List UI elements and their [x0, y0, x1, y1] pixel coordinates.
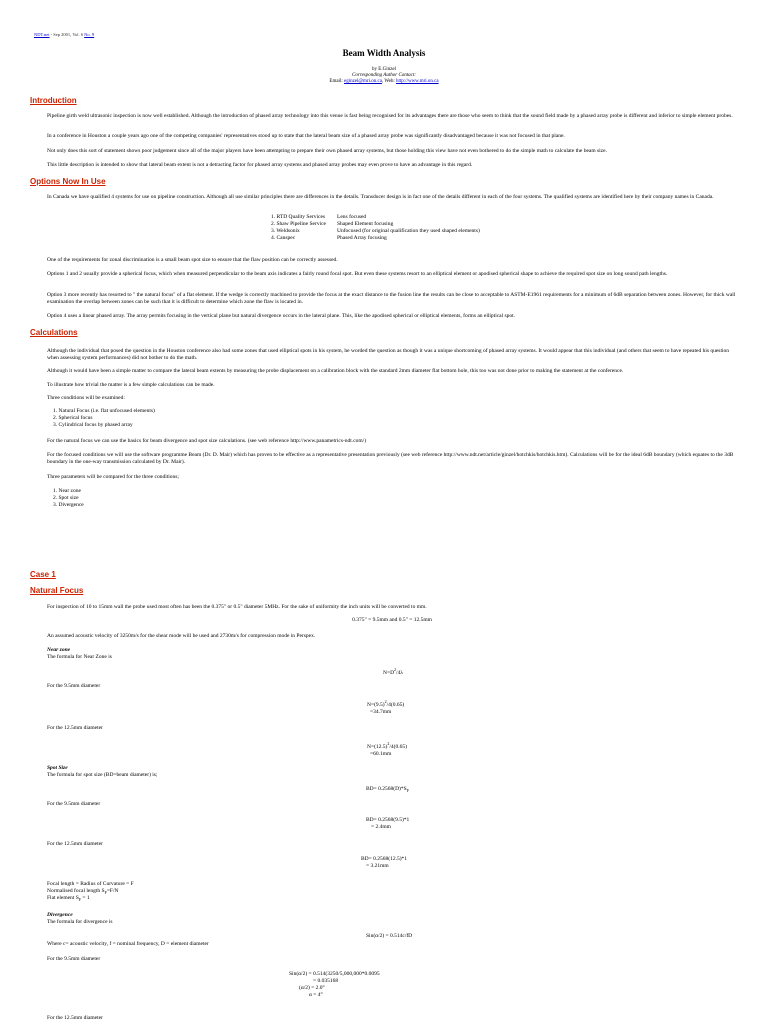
calc-paragraph-6: For the focused conditions we will use the software programme Beam (Dr. D. Mair) which has proven to be effective as a representative presentation previously (see web reference http://www.ndt.net/article/ginzel/hotchkis/hotchkis.htm). Calculations will be for the ideal 6dB boundary (which equates to the 3dB boundary in the one-way transmission calculated by Dr. Mair). [47, 452, 734, 465]
label-12-5mm: For the 12.5mm diameter [47, 841, 103, 847]
intro-paragraph-4: This little description is intended to show that lateral beam extent is not a detracting factor for phased array systems and phased array probes may even prove to have an advantage in this regard. [47, 162, 473, 168]
system-item: 3. Weldsonix Unfocused (for original qualification they used shaped elements) [271, 227, 480, 234]
calc-paragraph-3: To illustrate how trivial the matter is a few simple calculations can be made. [47, 382, 215, 388]
divergence-formula-label: The formula for divergence is [47, 918, 113, 925]
near-zone-formula-label: The formula for Near Zone is [47, 653, 112, 660]
heading-options: Options Now In Use [30, 177, 106, 186]
calc-paragraph-1: Although the individual that posed the question in the Houston conference also had some zones that used elliptical spots in his system, he worded the question as though it was a unique shortcoming of phased array systems. It would appear that this individual (and others that seem to have repeated his question when assessing system performances) did not bother to do the math. [47, 348, 730, 361]
calc-paragraph-2: Although it would have been a simple matter to compare the lateral beam extents by measuring the probe displacement on a calibration block with the standard 2mm diameter flat bottom hole, this too was not done prior to making the statement at the conference. [47, 368, 624, 374]
near-zone-formula: $N=D^2/4\lambda$ [383, 667, 403, 676]
label-9-5mm: For the 9.5mm diameter [47, 801, 101, 807]
spot-size-9-5-calc: BD= 0.2568(9.5)*1 = 2.4mm [366, 817, 410, 830]
author-byline [0, 67, 768, 85]
heading-case-1: Case 1 [30, 570, 56, 579]
issue-date: - Sep 2001, Vol. 6 [49, 32, 85, 37]
heading-natural-focus: Natural Focus [30, 586, 84, 595]
issue-navigation [34, 32, 94, 38]
list-item: 3. Cylindrical focus by phased array [53, 421, 133, 428]
intro-paragraph-2: In a conference in Houston a couple years ago one of the competing companies' representatives stood up to state that the lateral beam size of a phased array probe was significantly disadvantaged because it was not focused in that plane. [47, 133, 565, 139]
natural-paragraph-2: An assumed acoustic velocity of 3250m/s for the shear mode will be used and 2730m/s for compression mode in Perspex. [47, 633, 316, 639]
heading-introduction: Introduction [30, 96, 77, 105]
near-zone-9-5-calc: $N=(9.5)^2/4(0.65)$ =34.7mm [367, 699, 405, 715]
label-9-5mm: For the 9.5mm diameter [47, 956, 101, 962]
heading-calculations: Calculations [30, 328, 78, 337]
list-item: 2. Spot size [53, 494, 79, 501]
calc-paragraph-5: For the natural focus we can use the basics for beam divergence and spot size calculations. (see web reference http://www.panametrics-ndt.com/) [47, 438, 367, 444]
parameters-list [53, 488, 84, 509]
calc-paragraph-4: Three conditions will be examined: [47, 395, 125, 401]
near-zone-12-5-calc: $N=(12.5)^2/4(0.65)$ =60.1mm [367, 741, 407, 757]
divergence-heading: Divergence [47, 912, 73, 918]
intro-paragraph-3: Not only does this sort of statement shows poor judgement since all of the major players have been attempting to prepare their own phased array systems, but those holding this view have not even bothered to do the simple math to calculate the beam size. [47, 148, 607, 154]
system-item: 1. RTD Quality Services Lens focused [271, 214, 367, 220]
system-item: 2. Shaw Pipeline Service Shaped Element focusing [271, 220, 394, 227]
unit-conversion: 0.375" = 9.5mm and 0.5" = 12.5mm [352, 617, 432, 623]
options-paragraph-4: Option 3 more recently has resorted to " the natural focus" of a flat element. If the wedge is correctly machined to provide the focus at the exact distance to the fusion line the results can be close to acceptable to ASTM-E1961 requirements for a minimum of 6dB separation between zones. However, for thick wall examination the overlap between zones can be such that it is difficult to determine which zone the flaw is located in. [47, 292, 736, 305]
site-link[interactable]: NDT.net [34, 32, 50, 37]
divergence-block [47, 912, 737, 926]
list-item: 1. Near zone [53, 488, 81, 494]
divergence-9-5-calc: Sin(α/2) = 0.514(3250/5,000,000*0.0095 = 0.035168 (α/2) = 2.0° α = 4° [289, 971, 380, 998]
focal-length-notes: Focal length = Radius of Curvature = F Normalised focal length $S_F=F/N$ Flat element $S_F = 1$ [47, 881, 134, 903]
divergence-where: Where c= acoustic velocity, f = nominal frequency, D = element diameter [47, 941, 209, 947]
options-paragraph-5: Option 4 uses a linear phased array. The array permits focusing in the vertical plane but natural divergence occurs in the lateral plane. This, like the apodised spherical or elliptical elements, forms an elliptical spot. [47, 313, 516, 319]
contact-label: Corresponding Author Contact: [352, 73, 416, 78]
divergence-formula: Sin(α/2) = 0.514c/fD [366, 933, 413, 939]
web-label: , Web: [381, 79, 397, 84]
spot-size-formula: $BD= 0.2568(D)*S_F$ [366, 786, 409, 794]
calc-paragraph-7: Three parameters will be compared for the three conditions; [47, 474, 179, 480]
spot-size-heading: Spot Size [47, 765, 68, 771]
label-12-5mm: For the 12.5mm diameter [47, 725, 103, 731]
list-item: 1. Natural Focus (i.e. flat unfocused elements) [53, 408, 155, 414]
list-item: 3. Divergence [53, 501, 84, 508]
options-paragraph-1: In Canada we have qualified 4 systems for use on pipeline construction. Although all use similar principles there are differences in the details. Transducer design is in fact one of the details different in each of the four systems. The qualified systems are identified here by their company names in Canada. [47, 194, 714, 200]
label-12-5mm: For the 12.5mm diameter [47, 1015, 103, 1021]
near-zone-heading: Near zone [47, 647, 71, 653]
spot-size-12-5-calc: BD= 0.2568(12.5)*1 = 3.21mm [361, 856, 408, 869]
spot-size-block [47, 765, 737, 779]
system-item: 4. Canspec Phased Array focusing [271, 234, 387, 241]
email-label: Email: [329, 79, 344, 84]
qualified-systems-list [271, 214, 480, 242]
email-link[interactable]: eginzel@mri.on.ca [343, 79, 382, 84]
label-9-5mm: For the 9.5mm diameter [47, 683, 101, 689]
options-paragraph-2: One of the requirements for zonal discrimination is a small beam spot size to ensure that the flaw position can be correctly assessed. [47, 257, 338, 263]
conditions-list [53, 408, 155, 429]
article-title: Beam Width Analysis [342, 48, 426, 58]
spot-size-formula-label: The formula for spot size (BD=beam diameter) is; [47, 771, 158, 778]
near-zone-block [47, 647, 737, 661]
web-link[interactable]: http://www.mri.on.ca [396, 79, 439, 84]
intro-paragraph-1: Pipeline girth weld ultrasonic inspection is now well established. Although the introduction of phased array technology into this venue is fast being recognised for its advantages there are those who seem to think that the sound field made by a phased array probe is different and inferior to simple element probes. [47, 113, 733, 119]
author-name: by E.Ginzel [372, 67, 396, 72]
options-paragraph-3: Options 1 and 2 usually provide a spherical focus, which when measured perpendicular to the beam axis indicates a fairly round focal spot. But even these systems resort to an elliptical element or apodised spherical shape to achieve the required spot size on long sound path lengths. [47, 271, 668, 277]
natural-paragraph-1: For inspection of 10 to 15mm wall the probe used most often has been the 0.375" or 0.5" diameter 5MHz. For the sake of uniformity the inch units will be converted to mm. [47, 604, 427, 610]
list-item: 2. Spherical focus [53, 414, 93, 421]
issue-link[interactable]: No. 9 [84, 32, 95, 37]
